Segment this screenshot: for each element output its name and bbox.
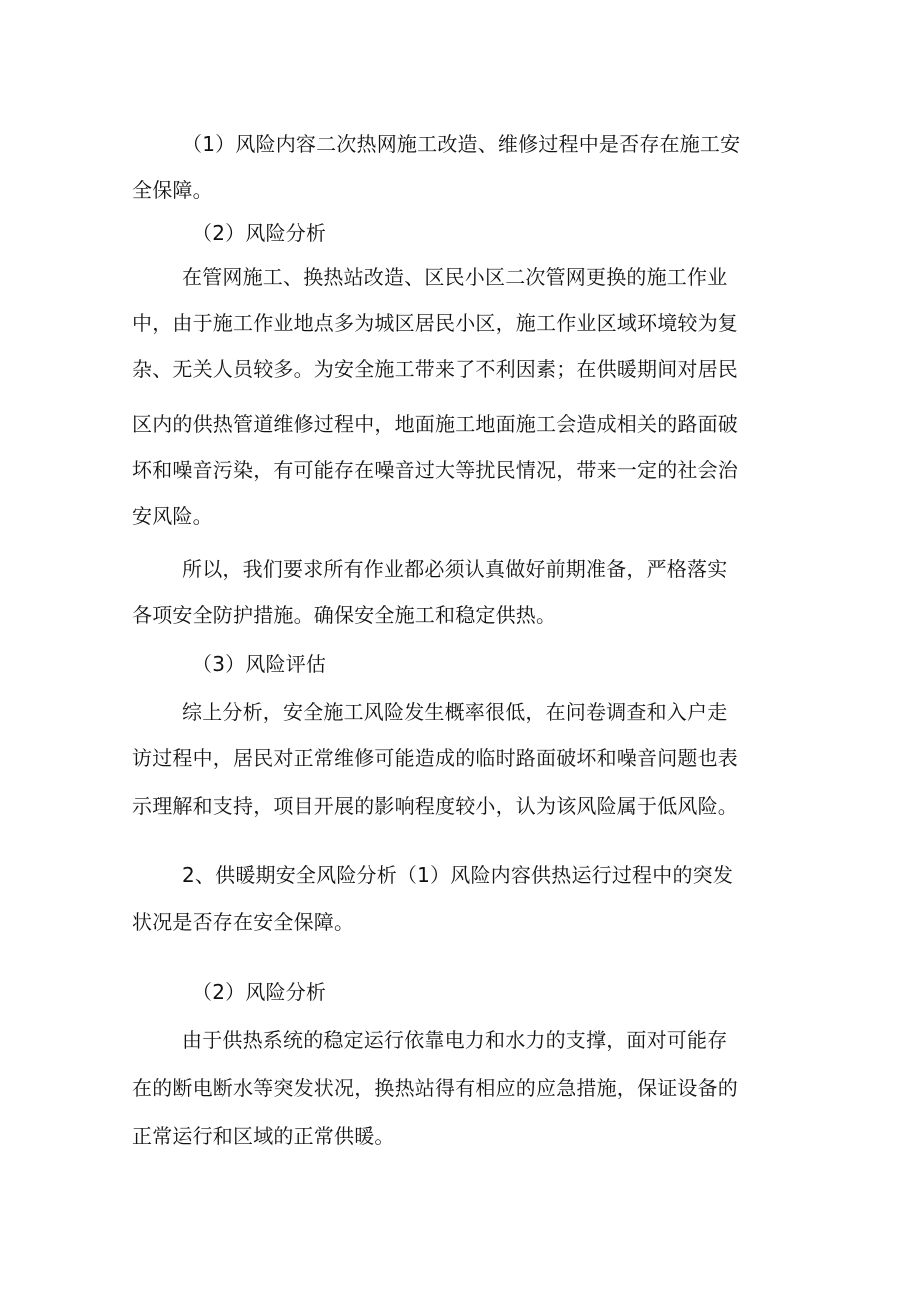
requirement-line-2: 各项安全防护措施。确保安全施工和稳定供热。 [132, 603, 557, 627]
heating-period-analysis-line-2: 在的断电断水等突发状况，换热站得有相应的应急措施，保证设备的 [132, 1076, 738, 1100]
risk-analysis-line-1: 在管网施工、换热站改造、区民小区二次管网更换的施工作业 [182, 265, 728, 289]
risk-evaluation-heading: （3）风险评估 [192, 652, 327, 676]
heating-period-analysis-line-3: 正常运行和区域的正常供暖。 [132, 1124, 395, 1148]
heating-period-title-line-1: 2、供暖期安全风险分析（1）风险内容供热运行过程中的突发 [182, 863, 734, 887]
risk-analysis-line-5: 坏和噪音污染，有可能存在噪音过大等扰民情况，带来一定的社会治 [132, 458, 738, 482]
heating-period-analysis-line-1: 由于供热系统的稳定运行依靠电力和水力的支撑，面对可能存 [182, 1028, 728, 1052]
risk-analysis-line-6: 安风险。 [132, 504, 213, 528]
risk-content-heading-line-2: 全保障。 [132, 178, 213, 202]
heating-period-risk-analysis-heading: （2）风险分析 [192, 980, 327, 1004]
risk-analysis-line-2: 中，由于施工作业地点多为城区居民小区，施工作业区域环境较为复 [132, 311, 738, 335]
risk-evaluation-line-1: 综上分析，安全施工风险发生概率很低，在问卷调查和入户走 [182, 700, 728, 724]
risk-analysis-line-4: 区内的供热管道维修过程中，地面施工地面施工会造成相关的路面破 [132, 412, 738, 436]
risk-content-heading-line-1: （1）风险内容二次热网施工改造、维修过程中是否存在施工安 [182, 132, 741, 156]
risk-evaluation-line-2: 访过程中，居民对正常维修可能造成的临时路面破坏和噪音问题也表 [132, 746, 738, 770]
risk-evaluation-line-3: 示理解和支持，项目开展的影响程度较小，认为该风险属于低风险。 [132, 794, 738, 818]
requirement-line-1: 所以，我们要求所有作业都必须认真做好前期准备，严格落实 [182, 557, 728, 581]
risk-analysis-heading: （2）风险分析 [192, 221, 327, 245]
heating-period-title-line-2: 状况是否存在安全保障。 [132, 910, 355, 934]
risk-analysis-line-3: 杂、无关人员较多。为安全施工带来了不利因素；在供暖期间对居民 [132, 357, 738, 381]
